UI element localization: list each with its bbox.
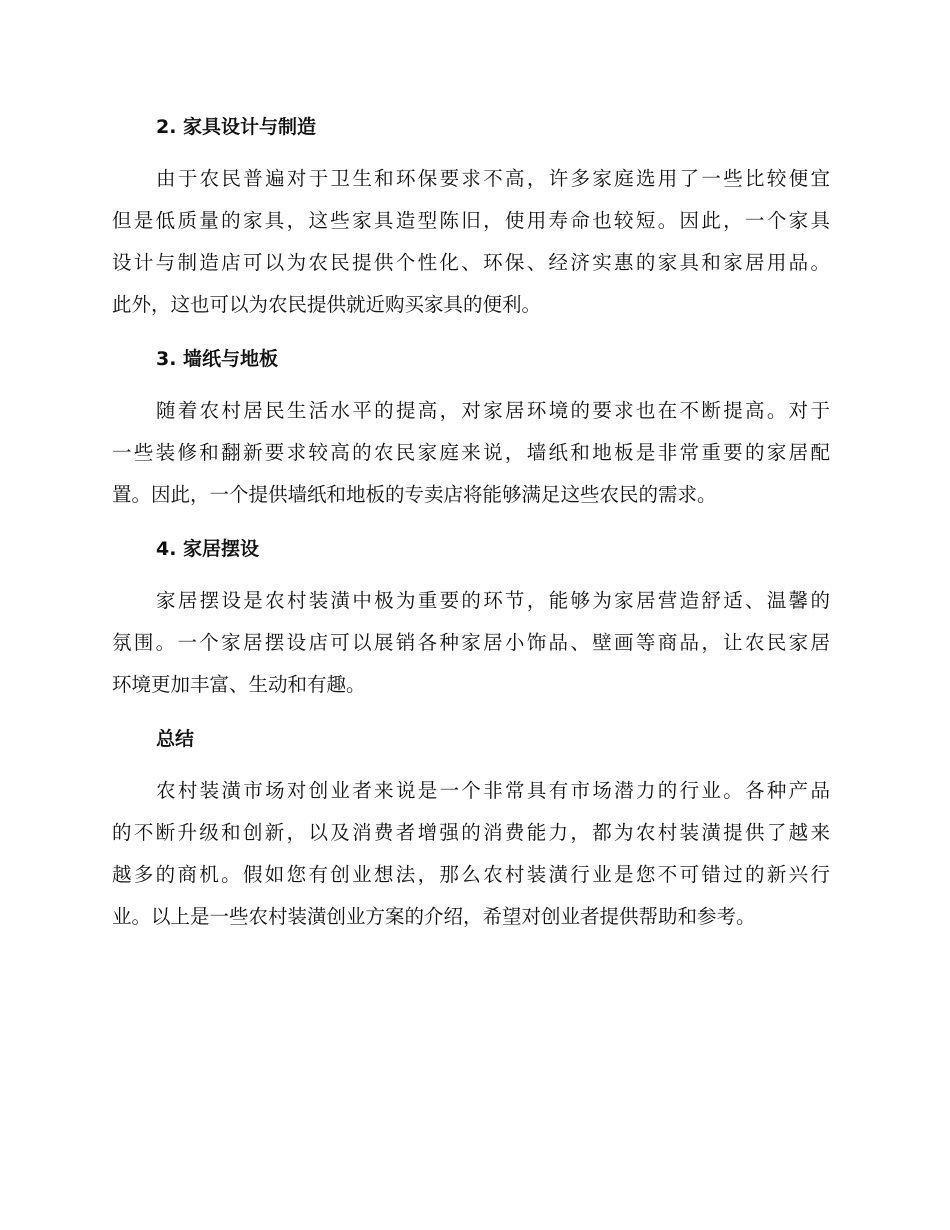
paragraph-line: 家居摆设是农村装潢中极为重要的环节，能够为家居营造舒适、温馨的 [156,589,830,612]
section-paragraph-summary [112,770,830,938]
paragraph-line: 由于农民普遍对于卫生和环保要求不高，许多家庭选用了一些比较便宜 [156,167,830,190]
section-paragraph-wallpaper-flooring [112,390,830,516]
paragraph-line: 业。以上是一些农村装潢创业方案的介绍，希望对创业者提供帮助和参考。 [112,905,756,928]
paragraph-line: 氛围。一个家居摆设店可以展销各种家居小饰品、壁画等商品，让农民家居 [112,631,830,654]
section-paragraph-home-decor [112,580,830,706]
section-heading-furniture: 2. 家具设计与制造 [156,116,317,138]
paragraph-line: 随着农村居民生活水平的提高，对家居环境的要求也在不断提高。对于 [156,399,830,422]
paragraph-line: 一些装修和翻新要求较高的农民家庭来说，墙纸和地板是非常重要的家居配 [112,441,830,464]
paragraph-line: 置。因此，一个提供墙纸和地板的专卖店将能够满足这些农民的需求。 [112,483,717,506]
paragraph-line: 此外，这也可以为农民提供就近购买家具的便利。 [112,293,542,316]
paragraph-line: 但是低质量的家具，这些家具造型陈旧，使用寿命也较短。因此，一个家具 [112,209,830,232]
section-heading-summary: 总结 [156,728,195,750]
document-body [112,110,830,938]
section-heading-wallpaper-flooring: 3. 墙纸与地板 [156,348,279,370]
paragraph-line: 农村装潢市场对创业者来说是一个非常具有市场潜力的行业。各种产品 [156,779,830,802]
section-paragraph-furniture [112,158,830,326]
paragraph-line: 环境更加丰富、生动和有趣。 [112,673,366,696]
paragraph-line: 的不断升级和创新，以及消费者增强的消费能力，都为农村装潢提供了越来 [112,821,830,844]
paragraph-line: 越多的商机。假如您有创业想法，那么农村装潢行业是您不可错过的新兴行 [112,863,830,886]
paragraph-line: 设计与制造店可以为农民提供个性化、环保、经济实惠的家具和家居用品。 [112,251,830,274]
section-heading-home-decor: 4. 家居摆设 [156,538,260,560]
